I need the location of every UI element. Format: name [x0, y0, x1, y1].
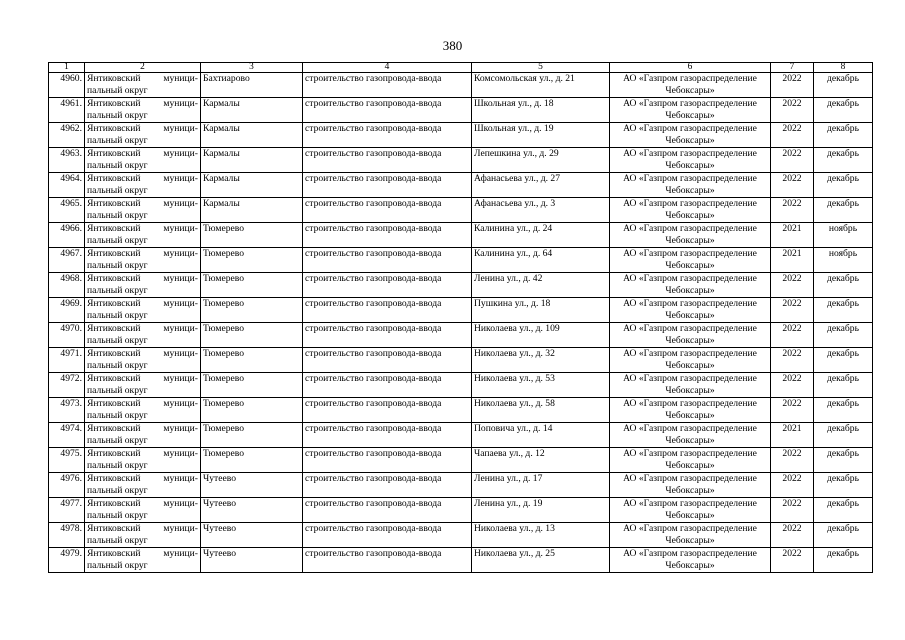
column-header: 8 — [814, 63, 873, 73]
address-cell: Ленина ул., д. 17 — [472, 473, 610, 498]
year-cell: 2022 — [771, 123, 814, 148]
table-row — [49, 198, 873, 223]
address-cell: Школьная ул., д. 19 — [472, 123, 610, 148]
table-row — [49, 548, 873, 573]
district-cell: Янтиковский муници-пальный округ — [85, 148, 201, 173]
district-cell: Янтиковский муници-пальный округ — [85, 448, 201, 473]
locality-cell: Кармалы — [201, 98, 303, 123]
work-type-cell: строительство газопровода-ввода — [303, 98, 472, 123]
table-row — [49, 348, 873, 373]
table-body — [49, 73, 873, 573]
locality-cell: Кармалы — [201, 198, 303, 223]
district-cell: Янтиковский муници-пальный округ — [85, 523, 201, 548]
district-cell: Янтиковский муници-пальный округ — [85, 298, 201, 323]
year-cell: 2022 — [771, 398, 814, 423]
year-cell: 2022 — [771, 298, 814, 323]
locality-cell: Тюмерево — [201, 273, 303, 298]
work-type-cell: строительство газопровода-ввода — [303, 298, 472, 323]
table-row — [49, 173, 873, 198]
address-cell: Поповича ул., д. 14 — [472, 423, 610, 448]
year-cell: 2022 — [771, 173, 814, 198]
address-cell: Калинина ул., д. 64 — [472, 248, 610, 273]
work-type-cell: строительство газопровода-ввода — [303, 498, 472, 523]
year-cell: 2022 — [771, 548, 814, 573]
year-cell: 2022 — [771, 448, 814, 473]
row-number: 4960. — [49, 73, 85, 98]
executor-cell: АО «Газпром газораспределение Чебоксары» — [610, 273, 771, 298]
district-cell: Янтиковский муници-пальный округ — [85, 223, 201, 248]
locality-cell: Тюмерево — [201, 423, 303, 448]
year-cell: 2022 — [771, 273, 814, 298]
row-number: 4965. — [49, 198, 85, 223]
locality-cell: Чутеево — [201, 498, 303, 523]
row-number: 4979. — [49, 548, 85, 573]
work-type-cell: строительство газопровода-ввода — [303, 548, 472, 573]
locality-cell: Чутеево — [201, 473, 303, 498]
row-number: 4962. — [49, 123, 85, 148]
month-cell: декабрь — [814, 348, 873, 373]
table-row — [49, 423, 873, 448]
executor-cell: АО «Газпром газораспределение Чебоксары» — [610, 173, 771, 198]
row-number: 4978. — [49, 523, 85, 548]
executor-cell: АО «Газпром газораспределение Чебоксары» — [610, 373, 771, 398]
executor-cell: АО «Газпром газораспределение Чебоксары» — [610, 548, 771, 573]
executor-cell: АО «Газпром газораспределение Чебоксары» — [610, 498, 771, 523]
table-row — [49, 473, 873, 498]
district-cell: Янтиковский муници-пальный округ — [85, 548, 201, 573]
executor-cell: АО «Газпром газораспределение Чебоксары» — [610, 123, 771, 148]
column-header: 2 — [85, 63, 201, 73]
executor-cell: АО «Газпром газораспределение Чебоксары» — [610, 148, 771, 173]
address-cell: Комсомольская ул., д. 21 — [472, 73, 610, 98]
locality-cell: Кармалы — [201, 123, 303, 148]
locality-cell: Тюмерево — [201, 373, 303, 398]
district-cell: Янтиковский муници-пальный округ — [85, 323, 201, 348]
address-cell: Николаева ул., д. 13 — [472, 523, 610, 548]
address-cell: Пушкина ул., д. 18 — [472, 298, 610, 323]
month-cell: декабрь — [814, 273, 873, 298]
table-row — [49, 248, 873, 273]
column-header: 5 — [472, 63, 610, 73]
address-cell: Николаева ул., д. 25 — [472, 548, 610, 573]
address-cell: Ленина ул., д. 19 — [472, 498, 610, 523]
address-cell: Афанасьева ул., д. 3 — [472, 198, 610, 223]
work-type-cell: строительство газопровода-ввода — [303, 223, 472, 248]
district-cell: Янтиковский муници-пальный округ — [85, 123, 201, 148]
table-row — [49, 298, 873, 323]
month-cell: декабрь — [814, 473, 873, 498]
year-cell: 2022 — [771, 148, 814, 173]
address-cell: Калинина ул., д. 24 — [472, 223, 610, 248]
year-cell: 2022 — [771, 373, 814, 398]
work-type-cell: строительство газопровода-ввода — [303, 148, 472, 173]
month-cell: декабрь — [814, 123, 873, 148]
row-number: 4976. — [49, 473, 85, 498]
address-cell: Николаева ул., д. 109 — [472, 323, 610, 348]
month-cell: декабрь — [814, 148, 873, 173]
district-cell: Янтиковский муници-пальный округ — [85, 498, 201, 523]
row-number: 4968. — [49, 273, 85, 298]
table-row — [49, 148, 873, 173]
month-cell: декабрь — [814, 398, 873, 423]
locality-cell: Чутеево — [201, 548, 303, 573]
district-cell: Янтиковский муници-пальный округ — [85, 348, 201, 373]
month-cell: декабрь — [814, 173, 873, 198]
row-number: 4964. — [49, 173, 85, 198]
row-number: 4974. — [49, 423, 85, 448]
year-cell: 2022 — [771, 523, 814, 548]
month-cell: декабрь — [814, 448, 873, 473]
locality-cell: Бахтиарово — [201, 73, 303, 98]
district-cell: Янтиковский муници-пальный округ — [85, 473, 201, 498]
locality-cell: Тюмерево — [201, 448, 303, 473]
row-number: 4967. — [49, 248, 85, 273]
executor-cell: АО «Газпром газораспределение Чебоксары» — [610, 73, 771, 98]
work-type-cell: строительство газопровода-ввода — [303, 423, 472, 448]
executor-cell: АО «Газпром газораспределение Чебоксары» — [610, 248, 771, 273]
work-type-cell: строительство газопровода-ввода — [303, 248, 472, 273]
work-type-cell: строительство газопровода-ввода — [303, 398, 472, 423]
row-number: 4963. — [49, 148, 85, 173]
district-cell: Янтиковский муници-пальный округ — [85, 98, 201, 123]
year-cell: 2022 — [771, 498, 814, 523]
address-cell: Лепешкина ул., д. 29 — [472, 148, 610, 173]
month-cell: декабрь — [814, 323, 873, 348]
district-cell: Янтиковский муници-пальный округ — [85, 198, 201, 223]
table-row — [49, 523, 873, 548]
table-row — [49, 273, 873, 298]
year-cell: 2021 — [771, 423, 814, 448]
month-cell: декабрь — [814, 373, 873, 398]
locality-cell: Тюмерево — [201, 223, 303, 248]
year-cell: 2022 — [771, 98, 814, 123]
month-cell: ноябрь — [814, 248, 873, 273]
row-number: 4972. — [49, 373, 85, 398]
executor-cell: АО «Газпром газораспределение Чебоксары» — [610, 223, 771, 248]
month-cell: декабрь — [814, 98, 873, 123]
work-type-cell: строительство газопровода-ввода — [303, 198, 472, 223]
executor-cell: АО «Газпром газораспределение Чебоксары» — [610, 423, 771, 448]
district-cell: Янтиковский муници-пальный округ — [85, 73, 201, 98]
year-cell: 2021 — [771, 223, 814, 248]
address-cell: Чапаева ул., д. 12 — [472, 448, 610, 473]
year-cell: 2022 — [771, 323, 814, 348]
year-cell: 2022 — [771, 198, 814, 223]
month-cell: декабрь — [814, 73, 873, 98]
row-number: 4975. — [49, 448, 85, 473]
column-header: 3 — [201, 63, 303, 73]
district-cell: Янтиковский муници-пальный округ — [85, 373, 201, 398]
row-number: 4977. — [49, 498, 85, 523]
executor-cell: АО «Газпром газораспределение Чебоксары» — [610, 448, 771, 473]
gas-connection-table — [48, 62, 873, 573]
locality-cell: Кармалы — [201, 148, 303, 173]
row-number: 4971. — [49, 348, 85, 373]
district-cell: Янтиковский муници-пальный округ — [85, 173, 201, 198]
year-cell: 2022 — [771, 73, 814, 98]
table-row — [49, 98, 873, 123]
locality-cell: Кармалы — [201, 173, 303, 198]
row-number: 4966. — [49, 223, 85, 248]
address-cell: Ленина ул., д. 42 — [472, 273, 610, 298]
executor-cell: АО «Газпром газораспределение Чебоксары» — [610, 398, 771, 423]
work-type-cell: строительство газопровода-ввода — [303, 348, 472, 373]
work-type-cell: строительство газопровода-ввода — [303, 448, 472, 473]
executor-cell: АО «Газпром газораспределение Чебоксары» — [610, 473, 771, 498]
work-type-cell: строительство газопровода-ввода — [303, 323, 472, 348]
locality-cell: Тюмерево — [201, 323, 303, 348]
column-header: 6 — [610, 63, 771, 73]
executor-cell: АО «Газпром газораспределение Чебоксары» — [610, 523, 771, 548]
table-row — [49, 123, 873, 148]
locality-cell: Тюмерево — [201, 348, 303, 373]
work-type-cell: строительство газопровода-ввода — [303, 73, 472, 98]
table-row — [49, 448, 873, 473]
executor-cell: АО «Газпром газораспределение Чебоксары» — [610, 323, 771, 348]
address-cell: Афанасьева ул., д. 27 — [472, 173, 610, 198]
locality-cell: Тюмерево — [201, 398, 303, 423]
locality-cell: Тюмерево — [201, 298, 303, 323]
year-cell: 2022 — [771, 348, 814, 373]
table-row — [49, 223, 873, 248]
year-cell: 2022 — [771, 473, 814, 498]
column-header: 4 — [303, 63, 472, 73]
row-number: 4961. — [49, 98, 85, 123]
year-cell: 2021 — [771, 248, 814, 273]
address-cell: Школьная ул., д. 18 — [472, 98, 610, 123]
district-cell: Янтиковский муници-пальный округ — [85, 423, 201, 448]
column-header: 7 — [771, 63, 814, 73]
table-row — [49, 498, 873, 523]
row-number: 4969. — [49, 298, 85, 323]
month-cell: декабрь — [814, 498, 873, 523]
executor-cell: АО «Газпром газораспределение Чебоксары» — [610, 298, 771, 323]
district-cell: Янтиковский муници-пальный округ — [85, 273, 201, 298]
table-row — [49, 398, 873, 423]
executor-cell: АО «Газпром газораспределение Чебоксары» — [610, 348, 771, 373]
month-cell: декабрь — [814, 523, 873, 548]
month-cell: ноябрь — [814, 223, 873, 248]
work-type-cell: строительство газопровода-ввода — [303, 473, 472, 498]
row-number: 4973. — [49, 398, 85, 423]
row-number: 4970. — [49, 323, 85, 348]
work-type-cell: строительство газопровода-ввода — [303, 523, 472, 548]
work-type-cell: строительство газопровода-ввода — [303, 373, 472, 398]
work-type-cell: строительство газопровода-ввода — [303, 173, 472, 198]
district-cell: Янтиковский муници-пальный округ — [85, 398, 201, 423]
address-cell: Николаева ул., д. 53 — [472, 373, 610, 398]
address-cell: Николаева ул., д. 32 — [472, 348, 610, 373]
month-cell: декабрь — [814, 423, 873, 448]
district-cell: Янтиковский муници-пальный округ — [85, 248, 201, 273]
address-cell: Николаева ул., д. 58 — [472, 398, 610, 423]
locality-cell: Тюмерево — [201, 248, 303, 273]
locality-cell: Чутеево — [201, 523, 303, 548]
month-cell: декабрь — [814, 298, 873, 323]
work-type-cell: строительство газопровода-ввода — [303, 123, 472, 148]
page-number: 380 — [442, 38, 463, 53]
table-row — [49, 323, 873, 348]
month-cell: декабрь — [814, 548, 873, 573]
table-header-row — [49, 63, 873, 73]
month-cell: декабрь — [814, 198, 873, 223]
table-row — [49, 373, 873, 398]
table-row — [49, 73, 873, 98]
work-type-cell: строительство газопровода-ввода — [303, 273, 472, 298]
executor-cell: АО «Газпром газораспределение Чебоксары» — [610, 98, 771, 123]
executor-cell: АО «Газпром газораспределение Чебоксары» — [610, 198, 771, 223]
column-header: 1 — [49, 63, 85, 73]
